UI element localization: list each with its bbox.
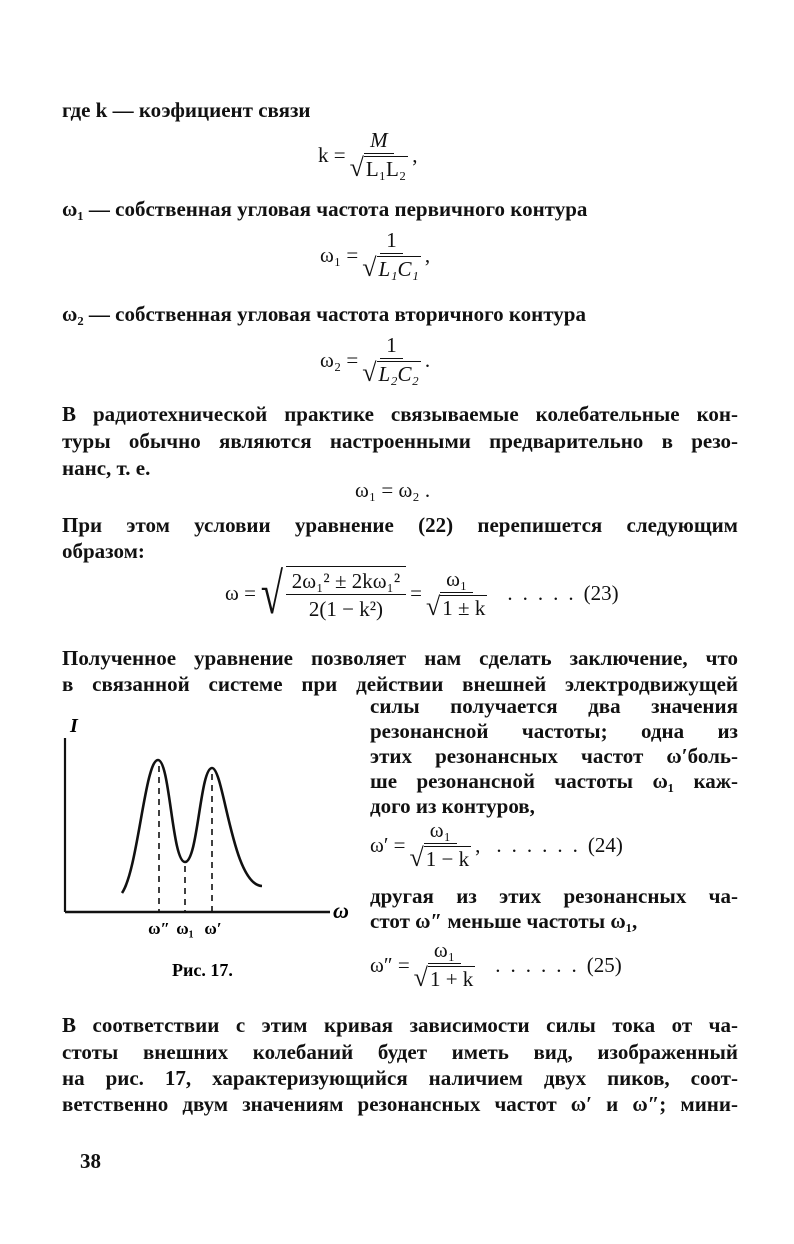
eq-num: ω₁ [424,818,457,844]
text-line: силы получается два значения [370,694,738,718]
text-line: ветственно двум значениям резонансных частот ω′ и ω″; мини- [62,1092,738,1116]
tick-label: ω₁ [176,919,194,938]
eq-tail: , [424,242,431,267]
eq-tail: , [475,832,481,857]
text-line: этих резонансных частот ω′боль- [370,744,738,768]
tick-label: ω′ [204,919,222,938]
text-line: В радиотехнической практике связываемые колебательные кон- [62,402,738,426]
eq-dots: ...... [495,952,587,977]
text-line: стоты внешних колебаний будет иметь вид, изображенный [62,1040,738,1064]
text-line: В соответствии с этим кривая зависимости силы тока от ча- [62,1013,738,1037]
eq-den: 1 − k [425,847,470,871]
eq-equals: = [410,581,423,605]
eq-den: L₂C₂ [378,362,419,386]
eq-den: 1 + k [429,967,474,991]
text-line: Полученное уравнение позволяет нам сделать заключение, что [62,646,738,670]
text-line: на рис. 17, характеризующийся наличием двух пиков, соот- [62,1066,738,1090]
text-line: ω₁ — собственная угловая частота первичного контура [62,197,588,221]
eq-lhs: ω′ = [370,832,406,857]
eq-label: (25) [586,952,622,977]
y-axis-label: I [70,715,78,737]
text-line: в связанной системе при действии внешней электродвижущей [62,672,738,696]
eq-num: 1 [380,228,403,254]
eq-lhs: ω₁ = [320,242,359,267]
eq-lhs: ω″ = [370,952,410,977]
eq-num: 2ω₁² ± 2kω₁² [286,569,406,595]
figure-caption: Рис. 17. [172,960,233,980]
equation-24: ω′ = $\frac{\text{ω₁}}{√1 - k}$ , ...... (24) [370,818,623,872]
text-line: стот ω″ меньше частоты ω₁, [370,909,638,933]
equation-23: ω = √ $\frac{\text{2ω₁² ± 2kω₁²}}{\text{2(1 − k²)}}$ = $\frac{\text{ω₁}}{√1 \pm k}$ ..... (23) [225,561,619,626]
text-line: дого из контуров, [370,794,535,818]
eq-den: 2(1 − k²) [308,596,384,621]
eq-den: L₁L₂ [365,157,407,181]
eq-num: M [370,128,388,152]
text-line: резонансной частоты; одна из [370,719,738,743]
resonance-curve [122,760,262,893]
eq-lhs: ω = [225,581,256,605]
page-number: 38 [80,1149,101,1173]
radical-icon: √ [260,561,283,626]
text-line: где k — коэфициент связи [62,98,311,122]
equation-omega1: ω₁ = $\frac{1}{\text{√L₁C₁}}$ , [320,228,431,282]
text-line: образом: [62,539,145,563]
eq-den: L₁C₁ [378,257,419,281]
eq-num: ω₁ [428,938,461,964]
text-line: При этом условии уравнение (22) перепишется следующим [62,513,738,537]
text-line: другая из этих резонансных ча- [370,884,738,908]
eq-num: 1 [380,333,403,359]
eq-tail: , [412,142,418,167]
text-line: ше резонансной частоты ω₁ каж- [370,769,738,793]
equation-25: ω″ = $\frac{\text{ω₁}}{√1 + k}$ ...... (25) [370,938,622,992]
eq-lhs: ω₂ = [320,347,359,372]
x-axis-label: ω [333,898,349,923]
tick-label: ω″ [148,919,170,938]
eq-num: ω₁ [440,567,473,593]
equation-k: k = $\frac{M}{\text{√L₁L₂}}$ , [318,128,418,182]
equation-omega2: ω₂ = $\frac{1}{\text{√L₂C₂}}$ . [320,333,431,387]
text-line: нанс, т. е. [62,456,151,480]
text-line: туры обычно являются настроенными предварительно в резо- [62,429,738,453]
eq-label: (24) [587,832,623,857]
eq-lhs: k = [318,142,346,167]
eq-dots: ...... [496,832,588,857]
eq-dots: ..... [507,581,584,605]
eq-den: 1 ± k [442,595,486,620]
eq-label: (23) [583,581,619,605]
eq-tail: . [424,347,431,372]
text-line: ω₂ — собственная угловая частота вторичного контура [62,302,586,326]
equation-resonance: ω₁ = ω₂ . [355,478,431,502]
